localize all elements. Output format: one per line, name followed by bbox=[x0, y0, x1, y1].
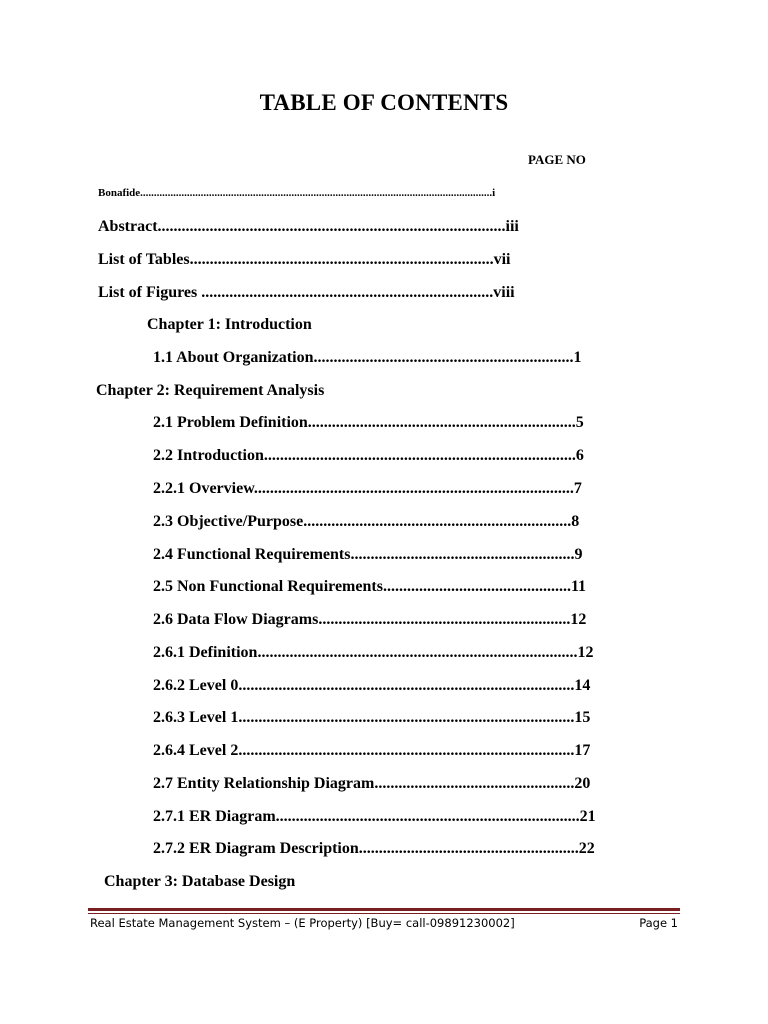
footer-rule-thin bbox=[88, 913, 680, 914]
toc-entry-2-2: 2.2 Introduction..............................................................................6 bbox=[153, 447, 584, 464]
toc-entry-2-6-3: 2.6.3 Level 1....................................................................................15 bbox=[153, 709, 591, 726]
toc-entry-2-7-1: 2.7.1 ER Diagram............................................................................21 bbox=[153, 808, 596, 825]
page-no-header: PAGE NO bbox=[528, 152, 586, 167]
toc-entry-2-7-2: 2.7.2 ER Diagram Description.......................................................22 bbox=[153, 840, 595, 857]
footer-rule-thick bbox=[88, 908, 680, 911]
toc-entry-2-7: 2.7 Entity Relationship Diagram..................................................20 bbox=[153, 775, 591, 792]
toc-entry-list-of-tables: List of Tables............................................................................vii bbox=[98, 251, 511, 268]
toc-entry-2-3: 2.3 Objective/Purpose...................................................................8 bbox=[153, 513, 580, 530]
page-title: TABLE OF CONTENTS bbox=[259, 90, 509, 115]
toc-entry-2-6-1: 2.6.1 Definition................................................................................12 bbox=[153, 644, 594, 661]
toc-entry-2-2-1: 2.2.1 Overview................................................................................7 bbox=[153, 480, 582, 497]
footer-project-title: Real Estate Management System – (E Property) [Buy= call-09891230002] bbox=[90, 916, 515, 930]
toc-entry-2-6: 2.6 Data Flow Diagrams...............................................................12 bbox=[153, 611, 587, 628]
toc-entry-bonafide: Bonafide................................................................................................................................i bbox=[98, 187, 496, 199]
toc-chapter-3: Chapter 3: Database Design bbox=[104, 873, 296, 890]
footer-page-number: Page 1 bbox=[639, 916, 678, 930]
toc-chapter-2: Chapter 2: Requirement Analysis bbox=[96, 382, 325, 399]
toc-entry-abstract: Abstract.......................................................................................iii bbox=[98, 218, 519, 235]
toc-entry-1-1: 1.1 About Organization.................................................................1 bbox=[153, 349, 582, 366]
toc-entry-2-6-2: 2.6.2 Level 0....................................................................................14 bbox=[153, 677, 591, 694]
toc-entry-list-of-figures: List of Figures .........................................................................viii bbox=[98, 284, 515, 301]
toc-entry-2-1: 2.1 Problem Definition...................................................................5 bbox=[153, 414, 584, 431]
toc-entry-2-6-4: 2.6.4 Level 2....................................................................................17 bbox=[153, 742, 591, 759]
toc-chapter-1: Chapter 1: Introduction bbox=[147, 316, 312, 333]
toc-entry-2-4: 2.4 Functional Requirements........................................................9 bbox=[153, 546, 583, 563]
toc-entry-2-5: 2.5 Non Functional Requirements...............................................11 bbox=[153, 578, 587, 595]
